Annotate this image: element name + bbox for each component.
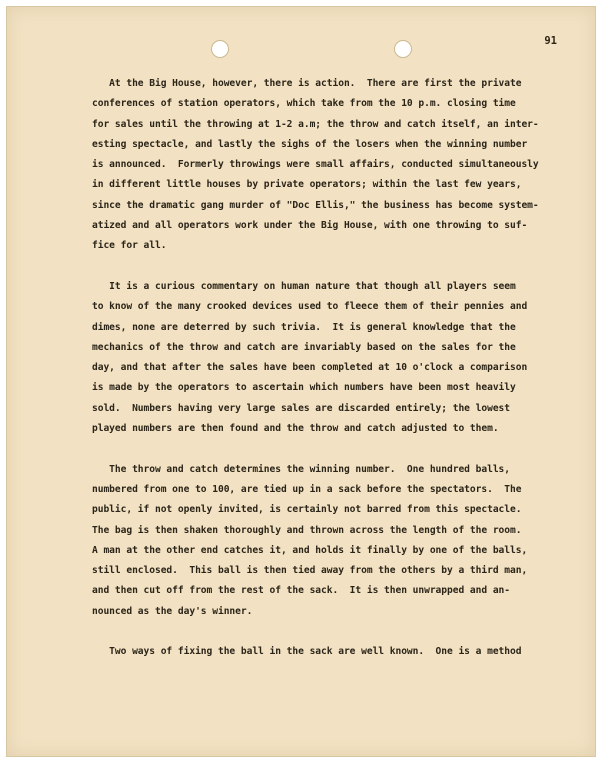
text-line: A man at the other end catches it, and holds it finally by one of the balls, — [92, 544, 528, 556]
body-text — [92, 74, 562, 663]
text-line: It is a curious commentary on human nature that though all players seem — [92, 280, 516, 292]
text-line: day, and that after the sales have been completed at 10 o'clock a comparison — [92, 362, 528, 374]
text-line: esting spectacle, and lastly the sighs of the losers when the winning number — [92, 138, 528, 150]
text-line: conferences of station operators, which take from the 10 p.m. closing time — [92, 98, 516, 110]
text-line: sold. Numbers having very large sales are discarded entirely; the lowest — [92, 402, 510, 414]
paragraph — [92, 460, 562, 622]
text-line: and then cut off from the rest of the sack. It is then unwrapped and an- — [92, 585, 510, 597]
paragraph-gap — [92, 257, 562, 277]
text-line: is made by the operators to ascertain which numbers have been most heavily — [92, 382, 516, 394]
text-line: in different little houses by private operators; within the last few years, — [92, 179, 522, 191]
text-line: public, if not openly invited, is certainly not barred from this spectacle. — [92, 504, 522, 516]
text-line: atized and all operators work under the Big House, with one throwing to suf- — [92, 220, 528, 232]
text-line: since the dramatic gang murder of "Doc Ellis," the business has become system- — [92, 199, 539, 211]
text-line: The throw and catch determines the winning number. One hundred balls, — [92, 463, 510, 475]
text-line: dimes, none are deterred by such trivia. It is general knowledge that the — [92, 321, 516, 333]
paragraph — [92, 74, 562, 257]
text-line: still enclosed. This ball is then tied away from the others by a third man, — [92, 565, 528, 577]
text-line: numbered from one to 100, are tied up in a sack before the spectators. The — [92, 483, 522, 495]
page-number: 91 — [544, 35, 557, 47]
paragraph — [92, 642, 562, 662]
text-line: At the Big House, however, there is action. There are first the private — [92, 78, 522, 89]
text-line: Two ways of fixing the ball in the sack are well known. One is a method — [92, 646, 522, 658]
paragraph-gap — [92, 622, 562, 642]
text-line: to know of the many crooked devices used to fleece them of their pennies and — [92, 301, 528, 313]
text-line: is announced. Formerly throwings were small affairs, conducted simultaneously — [92, 159, 539, 171]
text-line: played numbers are then found and the throw and catch adjusted to them. — [92, 423, 499, 435]
punch-hole-right — [394, 40, 412, 58]
text-line: The bag is then shaken thoroughly and thrown across the length of the room. — [92, 524, 522, 536]
punch-hole-left — [211, 40, 229, 58]
text-line: nounced as the day's winner. — [92, 605, 253, 617]
text-line: mechanics of the throw and catch are invariably based on the sales for the — [92, 341, 516, 353]
document-page — [6, 6, 596, 757]
paragraph-gap — [92, 439, 562, 459]
text-line: for sales until the throwing at 1-2 a.m; the throw and catch itself, an inter- — [92, 118, 539, 130]
text-line: fice for all. — [92, 240, 167, 252]
paragraph — [92, 277, 562, 439]
